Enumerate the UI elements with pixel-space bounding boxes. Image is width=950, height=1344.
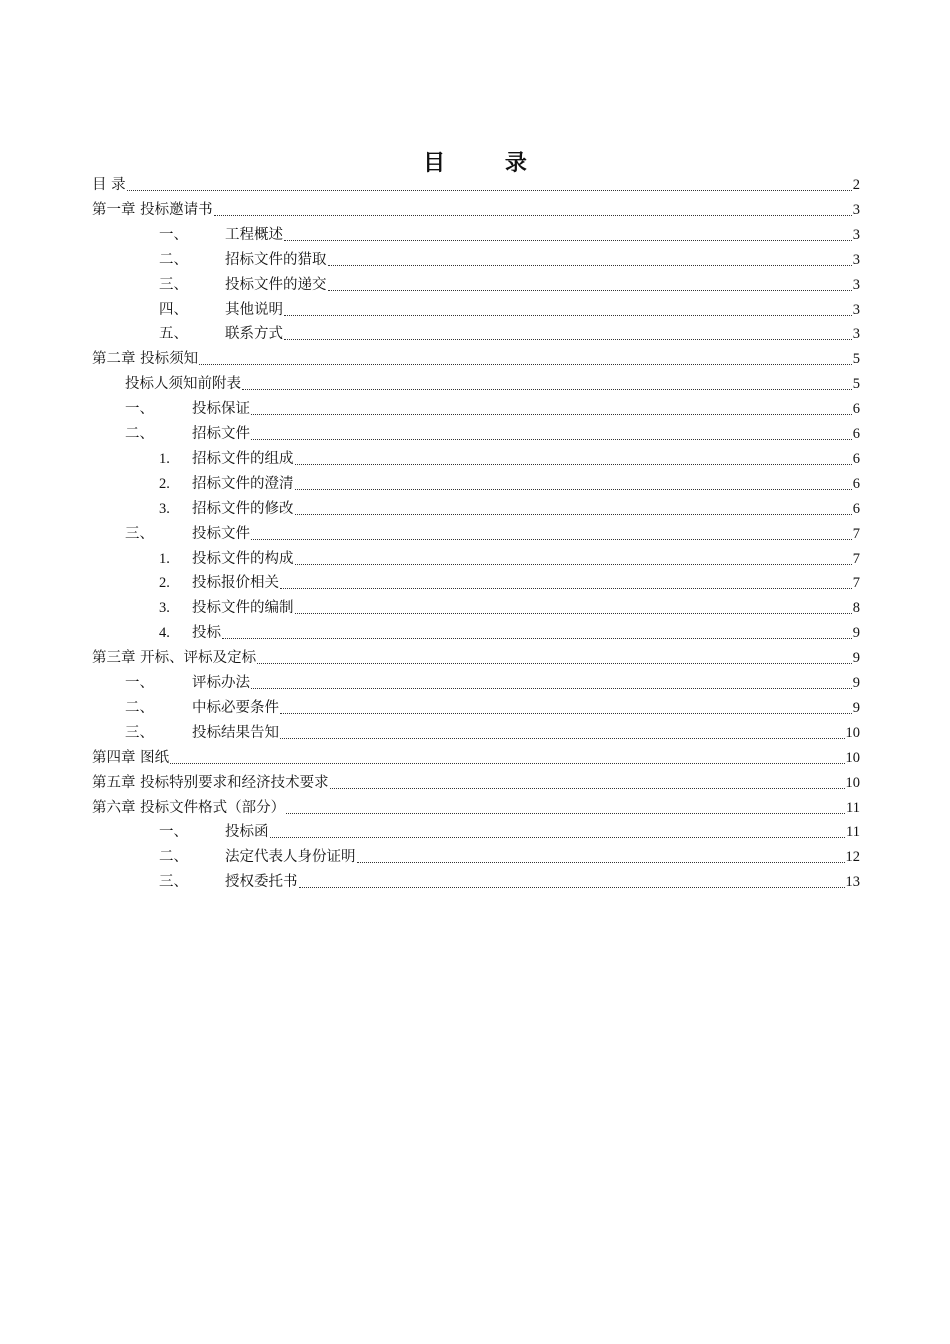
toc-entry-label: 第三章 开标、评标及定标	[92, 650, 257, 667]
toc-entry-label: 招标文件	[192, 426, 250, 442]
toc-entry-page-number: 6	[852, 500, 860, 517]
toc-dot-leader	[284, 339, 852, 340]
toc-entry[interactable]	[159, 845, 860, 870]
toc-entry[interactable]	[159, 298, 860, 323]
toc-entry[interactable]	[125, 671, 860, 696]
toc-dot-leader	[299, 887, 845, 888]
toc-dot-leader	[295, 464, 852, 465]
toc-entry-label: 授权委托书	[225, 874, 298, 891]
toc-entry-number: 一、	[159, 226, 188, 243]
toc-dot-leader	[214, 215, 852, 216]
toc-entry-page-number: 6	[852, 401, 860, 418]
toc-dot-leader	[199, 364, 852, 365]
toc-entry-page-number: 6	[852, 475, 860, 492]
toc-entry[interactable]	[125, 372, 860, 397]
toc-dot-leader	[242, 389, 852, 390]
toc-entry[interactable]	[159, 497, 860, 522]
toc-entry-number: 三、	[159, 874, 188, 891]
toc-dot-leader	[295, 613, 852, 614]
toc-entry-page-number: 3	[852, 326, 860, 343]
toc-entry[interactable]	[92, 796, 860, 821]
toc-entry-page-number: 7	[852, 525, 860, 542]
toc-entry[interactable]	[159, 571, 860, 596]
toc-entry-page-number: 9	[852, 650, 860, 667]
toc-entry-label: 第二章 投标须知	[92, 351, 199, 368]
toc-entry-number: 一、	[125, 675, 154, 691]
toc-entry-label: 投标保证	[192, 401, 250, 418]
toc-entry[interactable]	[125, 397, 860, 422]
toc-entry[interactable]	[92, 746, 860, 771]
toc-entry-page-number: 3	[852, 201, 860, 218]
toc-entry[interactable]	[159, 447, 860, 472]
toc-entry-number: 一、	[159, 824, 188, 841]
toc-entry-page-number: 3	[852, 301, 860, 318]
toc-entry-page-number: 7	[852, 550, 860, 567]
toc-entry-page-number: 11	[846, 799, 860, 816]
toc-entry-label: 第四章 图纸	[92, 749, 170, 766]
toc-dot-leader	[295, 514, 852, 515]
toc-entry-number: 三、	[125, 525, 154, 542]
toc-entry[interactable]	[159, 248, 860, 273]
toc-dot-leader	[257, 663, 852, 664]
toc-entry[interactable]	[92, 347, 860, 372]
toc-dot-leader	[222, 638, 852, 639]
toc-entry-page-number: 3	[852, 226, 860, 243]
toc-entry[interactable]	[159, 273, 860, 298]
toc-entry-page-number: 13	[845, 874, 860, 891]
toc-dot-leader	[284, 315, 852, 316]
toc-entry[interactable]	[92, 173, 860, 198]
toc-dot-leader	[251, 439, 852, 440]
toc-entry-label: 第六章 投标文件格式（部分）	[92, 799, 286, 816]
toc-entry-label: 投标文件	[192, 525, 250, 542]
toc-entry-label: 法定代表人身份证明	[225, 849, 356, 866]
toc-entry-label: 工程概述	[225, 226, 283, 243]
toc-entry-label: 投标报价相关	[192, 575, 279, 592]
toc-dot-leader	[170, 763, 844, 764]
toc-entry-page-number: 6	[852, 450, 860, 467]
toc-entry-label: 投标	[192, 625, 221, 642]
toc-entry[interactable]	[159, 472, 860, 497]
toc-entry-label: 招标文件的组成	[192, 450, 294, 467]
toc-entry-number: 三、	[159, 276, 188, 293]
toc-entry-label: 投标文件的构成	[192, 550, 294, 567]
toc-entry-page-number: 6	[852, 426, 860, 442]
toc-entry-number: 二、	[159, 849, 188, 866]
toc-dot-leader	[280, 738, 845, 739]
toc-entry-label: 招标文件的修改	[192, 500, 294, 517]
toc-dot-leader	[328, 265, 852, 266]
toc-entry-page-number: 5	[852, 376, 860, 393]
toc-entry-number: 五、	[159, 326, 188, 343]
toc-entry-number: 3.	[159, 500, 170, 517]
toc-entry-label: 投标结果告知	[192, 724, 279, 741]
toc-entry[interactable]	[159, 223, 860, 248]
toc-dot-leader	[270, 837, 846, 838]
toc-dot-leader	[251, 539, 852, 540]
toc-entry[interactable]	[125, 721, 860, 746]
toc-entry-number: 2.	[159, 575, 170, 592]
toc-entry-number: 二、	[125, 426, 154, 442]
toc-dot-leader	[251, 414, 852, 415]
toc-entry-number: 1.	[159, 550, 170, 567]
toc-entry-page-number: 3	[852, 251, 860, 268]
toc-entry-label: 投标函	[225, 824, 269, 841]
toc-entry-page-number: 9	[852, 675, 860, 691]
toc-entry-number: 2.	[159, 475, 170, 492]
toc-dot-leader	[286, 813, 845, 814]
toc-entry[interactable]	[159, 621, 860, 646]
toc-dot-leader	[251, 688, 852, 689]
toc-entry-label: 第一章 投标邀请书	[92, 201, 213, 218]
toc-entry-number: 三、	[125, 724, 154, 741]
toc-entry-label: 投标文件的编制	[192, 600, 294, 617]
toc-entry-label: 投标文件的递交	[225, 276, 327, 293]
toc-entry-page-number: 7	[852, 575, 860, 592]
toc-entry-number: 3.	[159, 600, 170, 617]
toc-entry[interactable]	[159, 820, 860, 845]
toc-entry-label: 其他说明	[225, 301, 283, 318]
toc-entry-page-number: 10	[845, 724, 860, 741]
toc-dot-leader	[284, 240, 852, 241]
toc-entry-page-number: 12	[845, 849, 860, 866]
toc-entry[interactable]	[125, 696, 860, 721]
toc-entry[interactable]	[92, 198, 860, 223]
toc-entry-page-number: 5	[852, 351, 860, 368]
toc-entry-number: 1.	[159, 450, 170, 467]
toc-dot-leader	[328, 290, 852, 291]
toc-dot-leader	[295, 489, 852, 490]
toc-entry-page-number: 2	[852, 177, 860, 193]
toc-dot-leader	[127, 190, 852, 191]
toc-entry[interactable]	[125, 522, 860, 547]
toc-entry-page-number: 9	[852, 699, 860, 716]
toc-entry-number: 4.	[159, 625, 170, 642]
toc-entry-label: 招标文件的澄清	[192, 475, 294, 492]
toc-entry-label: 联系方式	[225, 326, 283, 343]
toc-entry[interactable]	[159, 547, 860, 572]
toc-entry-page-number: 9	[852, 625, 860, 642]
toc-entry-label: 投标人须知前附表	[125, 376, 241, 393]
toc-entry-number: 二、	[159, 251, 188, 268]
toc-entry-page-number: 11	[846, 824, 860, 841]
toc-dot-leader	[330, 788, 845, 789]
toc-entry-number: 一、	[125, 401, 154, 418]
toc-entry-label: 招标文件的猎取	[225, 251, 327, 268]
toc-entry-number: 四、	[159, 301, 188, 318]
toc-entry-page-number: 10	[845, 774, 860, 791]
toc-entry-page-number: 8	[852, 600, 860, 617]
toc-entry-label: 中标必要条件	[192, 699, 279, 716]
toc-dot-leader	[280, 588, 852, 589]
toc-entry[interactable]	[159, 870, 860, 895]
toc-entry[interactable]	[159, 322, 860, 347]
toc-entry[interactable]	[159, 596, 860, 621]
toc-entry[interactable]	[125, 422, 860, 447]
page-title: 目 录	[423, 150, 553, 176]
toc-entry-page-number: 10	[845, 749, 860, 766]
toc-dot-leader	[357, 862, 845, 863]
toc-entry[interactable]	[92, 646, 860, 671]
toc-entry-label: 评标办法	[192, 675, 250, 691]
toc-entry-label: 目 录	[92, 177, 126, 193]
toc-entry-number: 二、	[125, 699, 154, 716]
toc-entry-page-number: 3	[852, 276, 860, 293]
toc-dot-leader	[295, 564, 852, 565]
toc-dot-leader	[280, 713, 852, 714]
toc-entry[interactable]	[92, 771, 860, 796]
toc-entry-label: 第五章 投标特别要求和经济技术要求	[92, 774, 329, 791]
